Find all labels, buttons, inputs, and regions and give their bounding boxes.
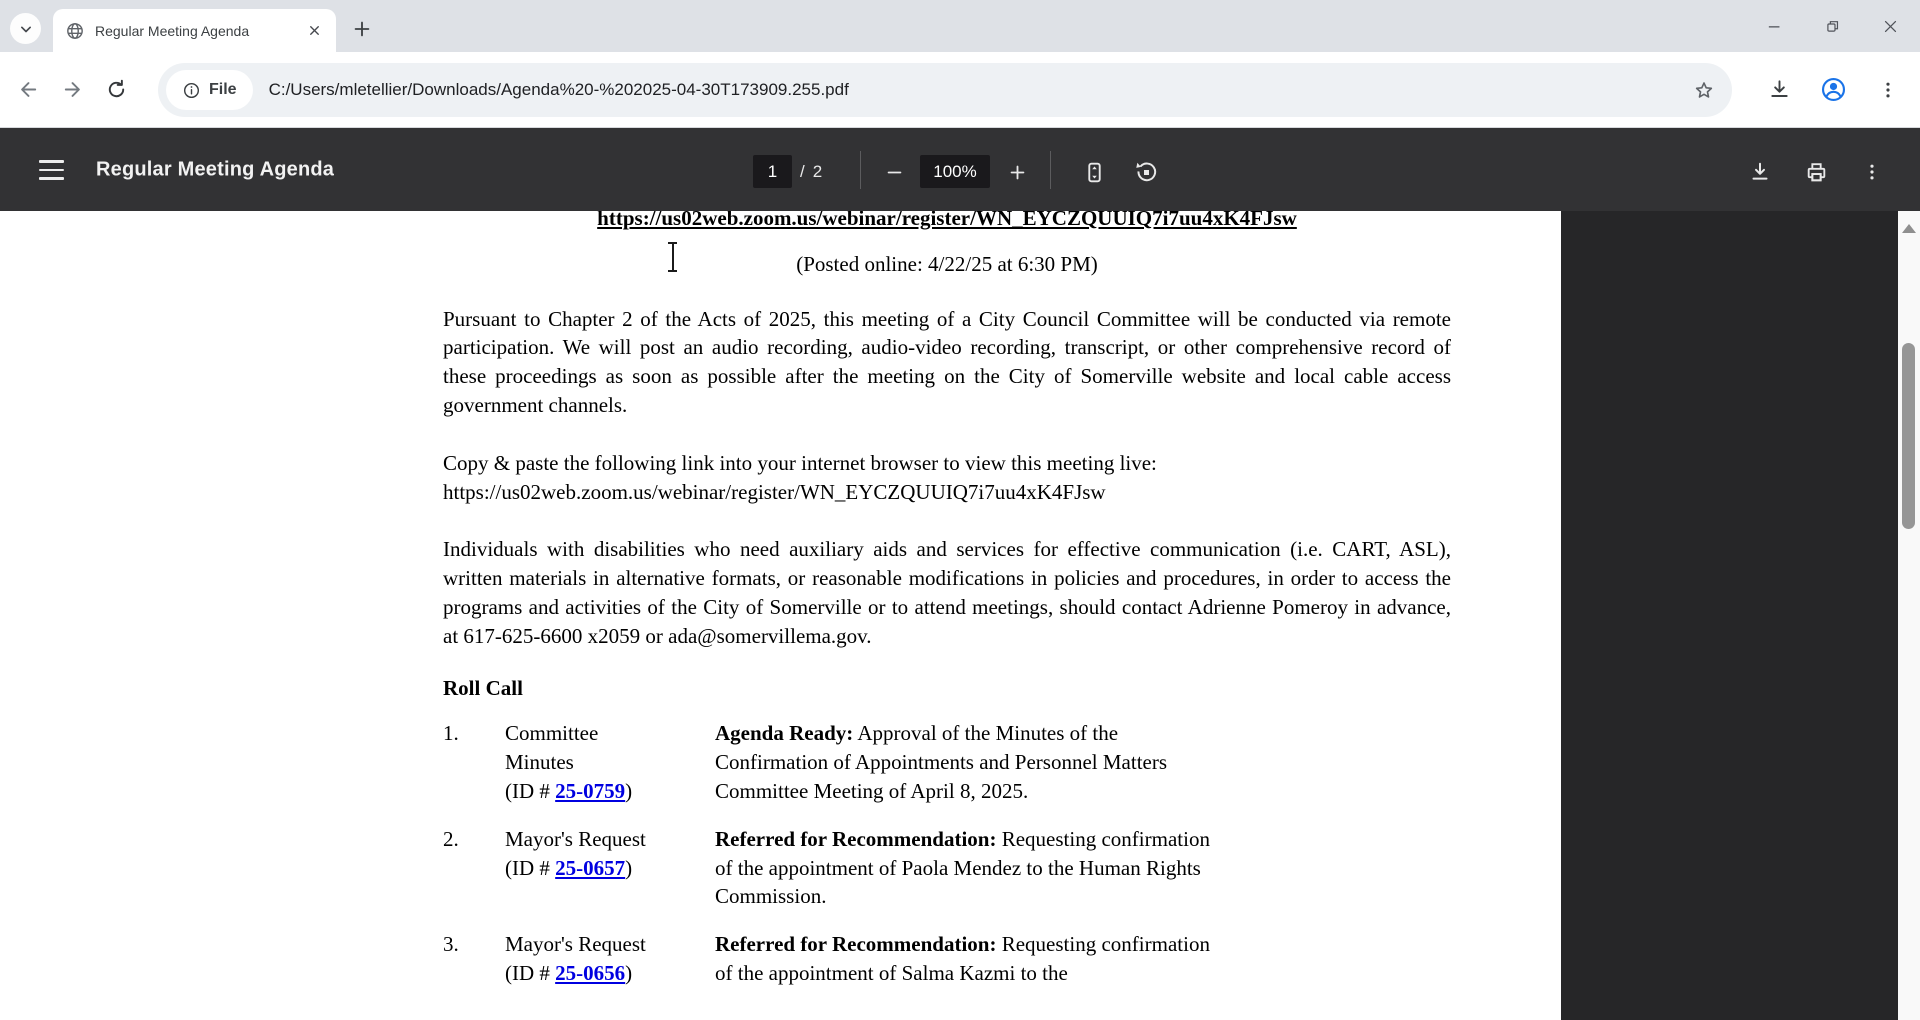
- pdf-viewer-background: [1561, 211, 1898, 1020]
- item-number: 1.: [443, 721, 459, 746]
- window-controls: [1758, 0, 1906, 52]
- item-title-cell: [505, 930, 715, 988]
- remote-participation-paragraph: Pursuant to Chapter 2 of the Acts of 2025, this meeting of a City Council Committee will be conducted via remote participation. We will post an audio recording, audio-video recording, transcript, or other comprehensive record of these proceedings as soon as possible after the meeting on the City of Somerville website and local cable access government channels.: [443, 306, 1451, 417]
- roll-call-heading: Roll Call: [443, 675, 523, 700]
- tab-close-button[interactable]: [304, 21, 324, 41]
- item-id-prefix: (ID #: [505, 855, 556, 880]
- reload-button[interactable]: [96, 70, 136, 110]
- page-number-input[interactable]: 1: [753, 155, 792, 188]
- pdf-viewport: [0, 211, 1920, 1020]
- item-id-line: [505, 959, 715, 988]
- window-minimize-button[interactable]: [1758, 10, 1790, 42]
- item-id-line: [505, 854, 715, 883]
- item-id-suffix: ): [625, 960, 633, 985]
- back-button[interactable]: [8, 70, 48, 110]
- browser-toolbar: [0, 52, 1920, 128]
- page-count: [800, 155, 822, 188]
- item-title: Mayor's Request: [505, 826, 646, 851]
- pdf-page: [443, 211, 1451, 988]
- agenda-item-row: [443, 719, 1451, 805]
- item-title: Mayor's Request: [505, 932, 646, 957]
- window-close-button[interactable]: [1874, 10, 1906, 42]
- zoom-in-button[interactable]: [995, 150, 1039, 194]
- item-id-link[interactable]: 25-0759: [555, 778, 626, 803]
- item-description: [715, 825, 1230, 911]
- item-status-label: Agenda Ready:: [715, 721, 854, 746]
- item-number: 2.: [443, 826, 459, 851]
- item-description-text: Requesting confirmation of the appointment of Paola Mendez to the Human Rights Commission.: [715, 826, 1210, 909]
- pdf-download-button[interactable]: [1738, 150, 1782, 194]
- item-status-label: Referred for Recommendation:: [715, 932, 997, 957]
- item-title-cell: [505, 719, 715, 805]
- kebab-menu-icon: [1862, 162, 1882, 182]
- toolbar-divider: [1050, 151, 1051, 189]
- pdf-document-title: Regular Meeting Agenda: [96, 158, 335, 180]
- fit-to-page-button[interactable]: [1072, 150, 1116, 194]
- info-icon: [182, 81, 201, 100]
- item-title-cell: [505, 825, 715, 911]
- text-cursor-ibeam: [666, 242, 679, 272]
- kebab-menu-icon: [1878, 80, 1898, 100]
- agenda-item-row: [443, 825, 1451, 911]
- print-icon: [1804, 160, 1829, 185]
- url-file-chip[interactable]: [166, 70, 253, 110]
- item-title: Committee Minutes: [505, 721, 599, 775]
- accessibility-paragraph: Individuals with disabilities who need auxiliary aids and services for effective communication (i.e. CART, ASL), written materials in alternative formats, or reasonable modifications in policies and procedures, in order to access the programs and activities of the City of Somerville or to attend meetings, should contact Adrienne Pomeroy in advance, at 617-625-6600 x2059 or ada@somervillema.gov.: [443, 537, 1451, 648]
- item-id-link[interactable]: 25-0657: [555, 855, 626, 880]
- globe-favicon-icon: [65, 21, 85, 41]
- browser-menu-button[interactable]: [1868, 70, 1908, 110]
- item-description: [715, 930, 1230, 988]
- item-id-line: [505, 777, 715, 806]
- scrollbar-thumb[interactable]: [1902, 343, 1915, 529]
- profile-avatar-icon: [1820, 76, 1847, 103]
- address-bar[interactable]: [158, 63, 1732, 117]
- item-description-text: Approval of the Minutes of the Confirmation of Appointments and Personnel Matters Committee Meeting of April 8, 2025.: [715, 721, 1168, 803]
- zoom-webinar-url-text: https://us02web.zoom.us/webinar/register/WN_EYCZQUUIQ7i7uu4xK4FJsw: [443, 479, 1106, 504]
- new-tab-button[interactable]: [347, 14, 377, 44]
- item-description-text: Requesting confirmation of the appointment of Salma Kazmi to the: [715, 932, 1210, 985]
- download-icon: [1748, 160, 1772, 184]
- rotate-counterclockwise-icon: [1134, 160, 1159, 185]
- url-text[interactable]: C:/Users/mletellier/Downloads/Agenda%20-%202025-04-30T173909.255.pdf: [268, 80, 849, 99]
- zoom-level-input[interactable]: 100%: [920, 155, 990, 188]
- item-id-suffix: ): [625, 778, 633, 803]
- vertical-scrollbar[interactable]: [1898, 211, 1920, 1020]
- profile-button[interactable]: [1813, 70, 1853, 110]
- copy-paste-paragraph: [443, 449, 1451, 507]
- window-restore-button[interactable]: [1816, 10, 1848, 42]
- tab-search-button[interactable]: [10, 13, 41, 44]
- downloads-toolbar-button[interactable]: [1759, 70, 1799, 110]
- chevron-down-icon: [16, 19, 36, 39]
- download-icon: [1768, 78, 1791, 101]
- forward-button[interactable]: [52, 70, 92, 110]
- page-total: 2: [812, 161, 823, 181]
- item-id-suffix: ): [625, 855, 633, 880]
- plus-icon: [1008, 163, 1027, 182]
- tab-title: Regular Meeting Agenda: [95, 22, 250, 39]
- tab-strip: [0, 0, 1920, 52]
- item-id-prefix: (ID #: [505, 960, 556, 985]
- rotate-button[interactable]: [1124, 150, 1168, 194]
- pdf-print-button[interactable]: [1794, 150, 1838, 194]
- posted-online-line: (Posted online: 4/22/25 at 6:30 PM): [796, 251, 1098, 276]
- agenda-items: [443, 719, 1451, 987]
- pdf-menu-button[interactable]: [30, 149, 72, 191]
- url-chip-label: File: [209, 81, 237, 98]
- pdf-toolbar: [0, 128, 1920, 211]
- zoom-out-button[interactable]: [872, 150, 916, 194]
- scrollbar-up-arrow-icon[interactable]: [1902, 224, 1916, 233]
- fit-page-icon: [1082, 160, 1107, 185]
- copy-paste-intro: Copy & paste the following link into your internet browser to view this meeting live:: [443, 450, 1157, 475]
- minus-icon: [885, 163, 904, 182]
- item-status-label: Referred for Recommendation:: [715, 826, 997, 851]
- item-id-link[interactable]: 25-0656: [555, 960, 626, 985]
- zoom-webinar-link[interactable]: https://us02web.zoom.us/webinar/register/WN_EYCZQUUIQ7i7uu4xK4FJsw: [597, 211, 1297, 230]
- browser-tab[interactable]: [53, 9, 336, 52]
- item-number: 3.: [443, 932, 459, 957]
- item-description: [715, 719, 1230, 805]
- page-separator: /: [800, 161, 805, 181]
- bookmark-star-button[interactable]: [1684, 70, 1724, 110]
- pdf-more-options-button[interactable]: [1850, 150, 1894, 194]
- item-id-prefix: (ID #: [505, 778, 556, 803]
- toolbar-divider: [860, 151, 861, 189]
- agenda-item-row: [443, 930, 1451, 988]
